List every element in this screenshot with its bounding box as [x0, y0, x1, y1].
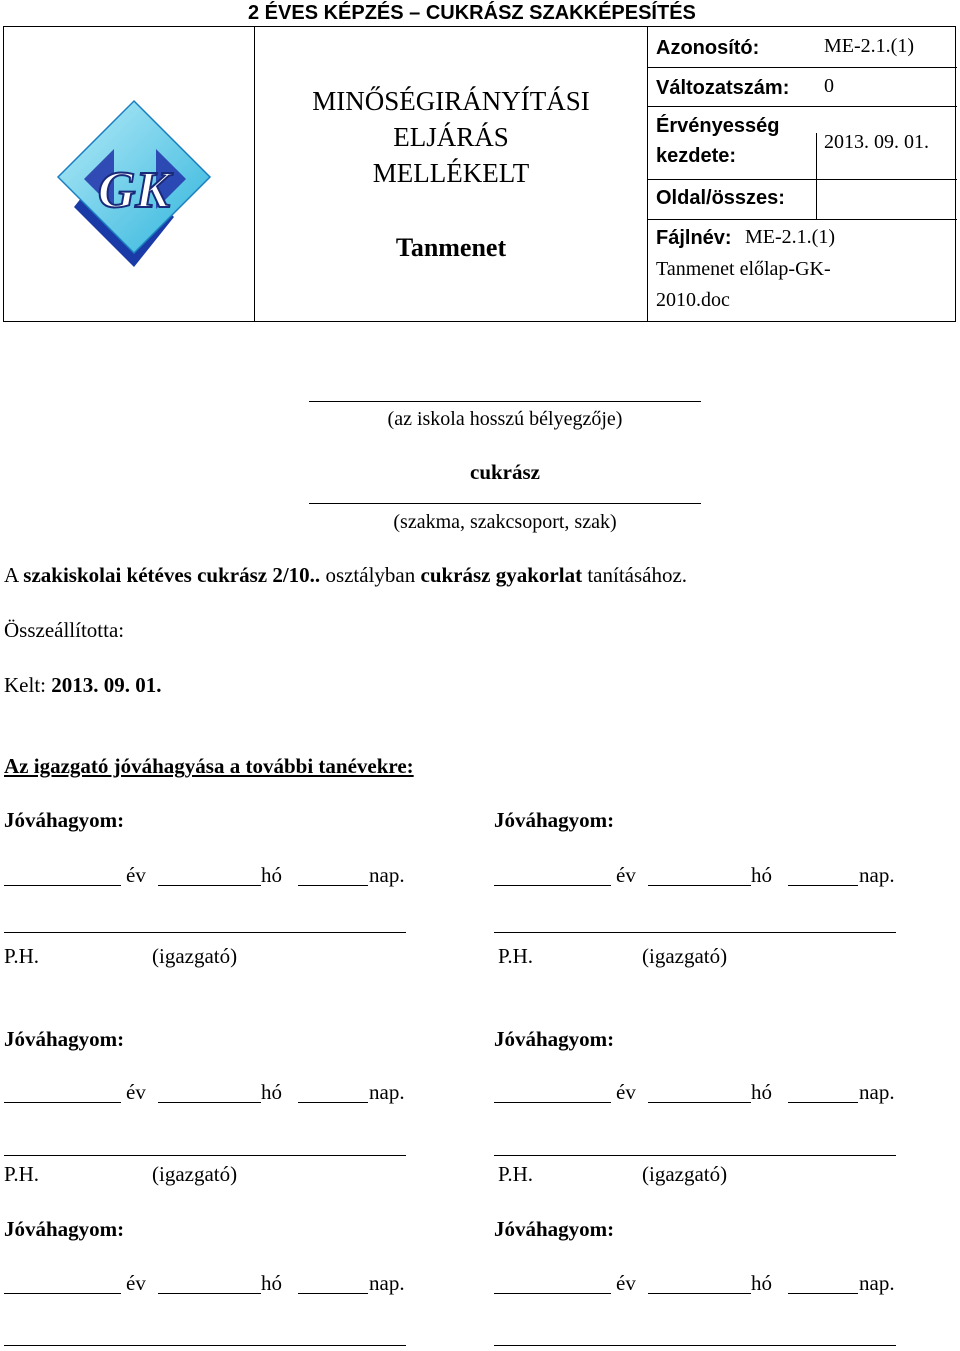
date-line: Kelt: 2013. 09. 01.: [4, 673, 162, 697]
signature-line: [4, 1155, 406, 1156]
file-label: Fájlnév:: [656, 227, 732, 249]
svg-text:GK: GK: [97, 162, 171, 219]
director-label: (igazgató): [152, 944, 238, 968]
month-label: hó: [261, 1271, 282, 1295]
approve-label: Jóváhagyom:: [4, 1027, 125, 1051]
profession: cukrász: [470, 460, 540, 484]
pages-label: Oldal/összes:: [656, 187, 785, 209]
file-value-2: Tanmenet előlap-GK-: [656, 258, 831, 280]
month-label: hó: [261, 863, 282, 887]
year-blank: [4, 1293, 121, 1294]
day-label: nap.: [859, 1080, 895, 1104]
month-label: hó: [751, 1080, 772, 1104]
day-blank: [788, 885, 858, 886]
year-blank: [494, 1293, 611, 1294]
month-label: hó: [751, 1271, 772, 1295]
compiled-label: Összeállította:: [4, 618, 125, 642]
stamp-line: [309, 401, 701, 402]
day-blank: [298, 885, 368, 886]
day-blank: [298, 1293, 368, 1294]
signature-line: [4, 932, 406, 933]
year-label: év: [126, 1271, 146, 1295]
approve-label: Jóváhagyom:: [494, 1027, 615, 1051]
signature-line: [494, 1345, 896, 1346]
stamp-caption: (az iskola hosszú bélyegzője): [387, 408, 623, 430]
ph-label: P.H.: [4, 1162, 40, 1186]
year-label: év: [126, 1080, 146, 1104]
month-label: hó: [261, 1080, 282, 1104]
day-label: nap.: [859, 1271, 895, 1295]
month-blank: [158, 885, 261, 886]
version-value: 0: [824, 75, 834, 97]
director-label: (igazgató): [642, 944, 728, 968]
day-blank: [298, 1102, 368, 1103]
day-blank: [788, 1293, 858, 1294]
profession-line: [309, 503, 701, 504]
year-label: év: [616, 863, 636, 887]
approve-label: Jóváhagyom:: [4, 808, 125, 832]
ph-label: P.H.: [498, 944, 534, 968]
signature-line: [494, 1155, 896, 1156]
month-blank: [158, 1102, 261, 1103]
id-label: Azonosító:: [656, 37, 760, 59]
director-label: (igazgató): [152, 1162, 238, 1186]
header-table: [3, 26, 956, 322]
approve-label: Jóváhagyom:: [4, 1217, 125, 1241]
month-blank: [648, 1102, 751, 1103]
signature-line: [494, 932, 896, 933]
file-value-1: ME-2.1.(1): [745, 226, 835, 248]
approve-label: Jóváhagyom:: [494, 808, 615, 832]
day-label: nap.: [369, 1271, 405, 1295]
subtitle: Tanmenet: [395, 233, 507, 262]
year-blank: [494, 885, 611, 886]
signature-line: [4, 1345, 406, 1346]
valid-label-2: kezdete:: [656, 145, 737, 167]
title-line-1: MINŐSÉGIRÁNYÍTÁSI: [312, 86, 590, 116]
day-label: nap.: [369, 1080, 405, 1104]
month-label: hó: [751, 863, 772, 887]
month-blank: [648, 885, 751, 886]
ph-label: P.H.: [498, 1162, 534, 1186]
approval-heading: Az igazgató jóváhagyása a további tanévekre:: [4, 754, 414, 778]
profession-caption: (szakma, szakcsoport, szak): [393, 511, 617, 533]
valid-label-1: Érvényesség: [656, 115, 780, 137]
ph-label: P.H.: [4, 944, 40, 968]
version-label: Változatszám:: [656, 77, 790, 99]
title-line-2: ELJÁRÁS: [393, 122, 509, 152]
day-label: nap.: [369, 863, 405, 887]
document-title: 2 ÉVES KÉPZÉS – CUKRÁSZ SZAKKÉPESÍTÉS: [248, 2, 696, 24]
month-blank: [648, 1293, 751, 1294]
year-label: év: [126, 863, 146, 887]
director-label: (igazgató): [642, 1162, 728, 1186]
file-value-3: 2010.doc: [656, 289, 730, 311]
year-blank: [494, 1102, 611, 1103]
gk-logo: [54, 97, 214, 277]
year-blank: [4, 1102, 121, 1103]
title-line-3: MELLÉKELT: [372, 158, 530, 188]
valid-value: 2013. 09. 01.: [824, 131, 929, 153]
day-blank: [788, 1102, 858, 1103]
year-label: év: [616, 1080, 636, 1104]
id-value: ME-2.1.(1): [824, 35, 914, 57]
year-blank: [4, 885, 121, 886]
day-label: nap.: [859, 863, 895, 887]
approve-label: Jóváhagyom:: [494, 1217, 615, 1241]
year-label: év: [616, 1271, 636, 1295]
month-blank: [158, 1293, 261, 1294]
intro-text: A szakiskolai kétéves cukrász 2/10.. osztályban cukrász gyakorlat tanításához.: [4, 563, 688, 587]
